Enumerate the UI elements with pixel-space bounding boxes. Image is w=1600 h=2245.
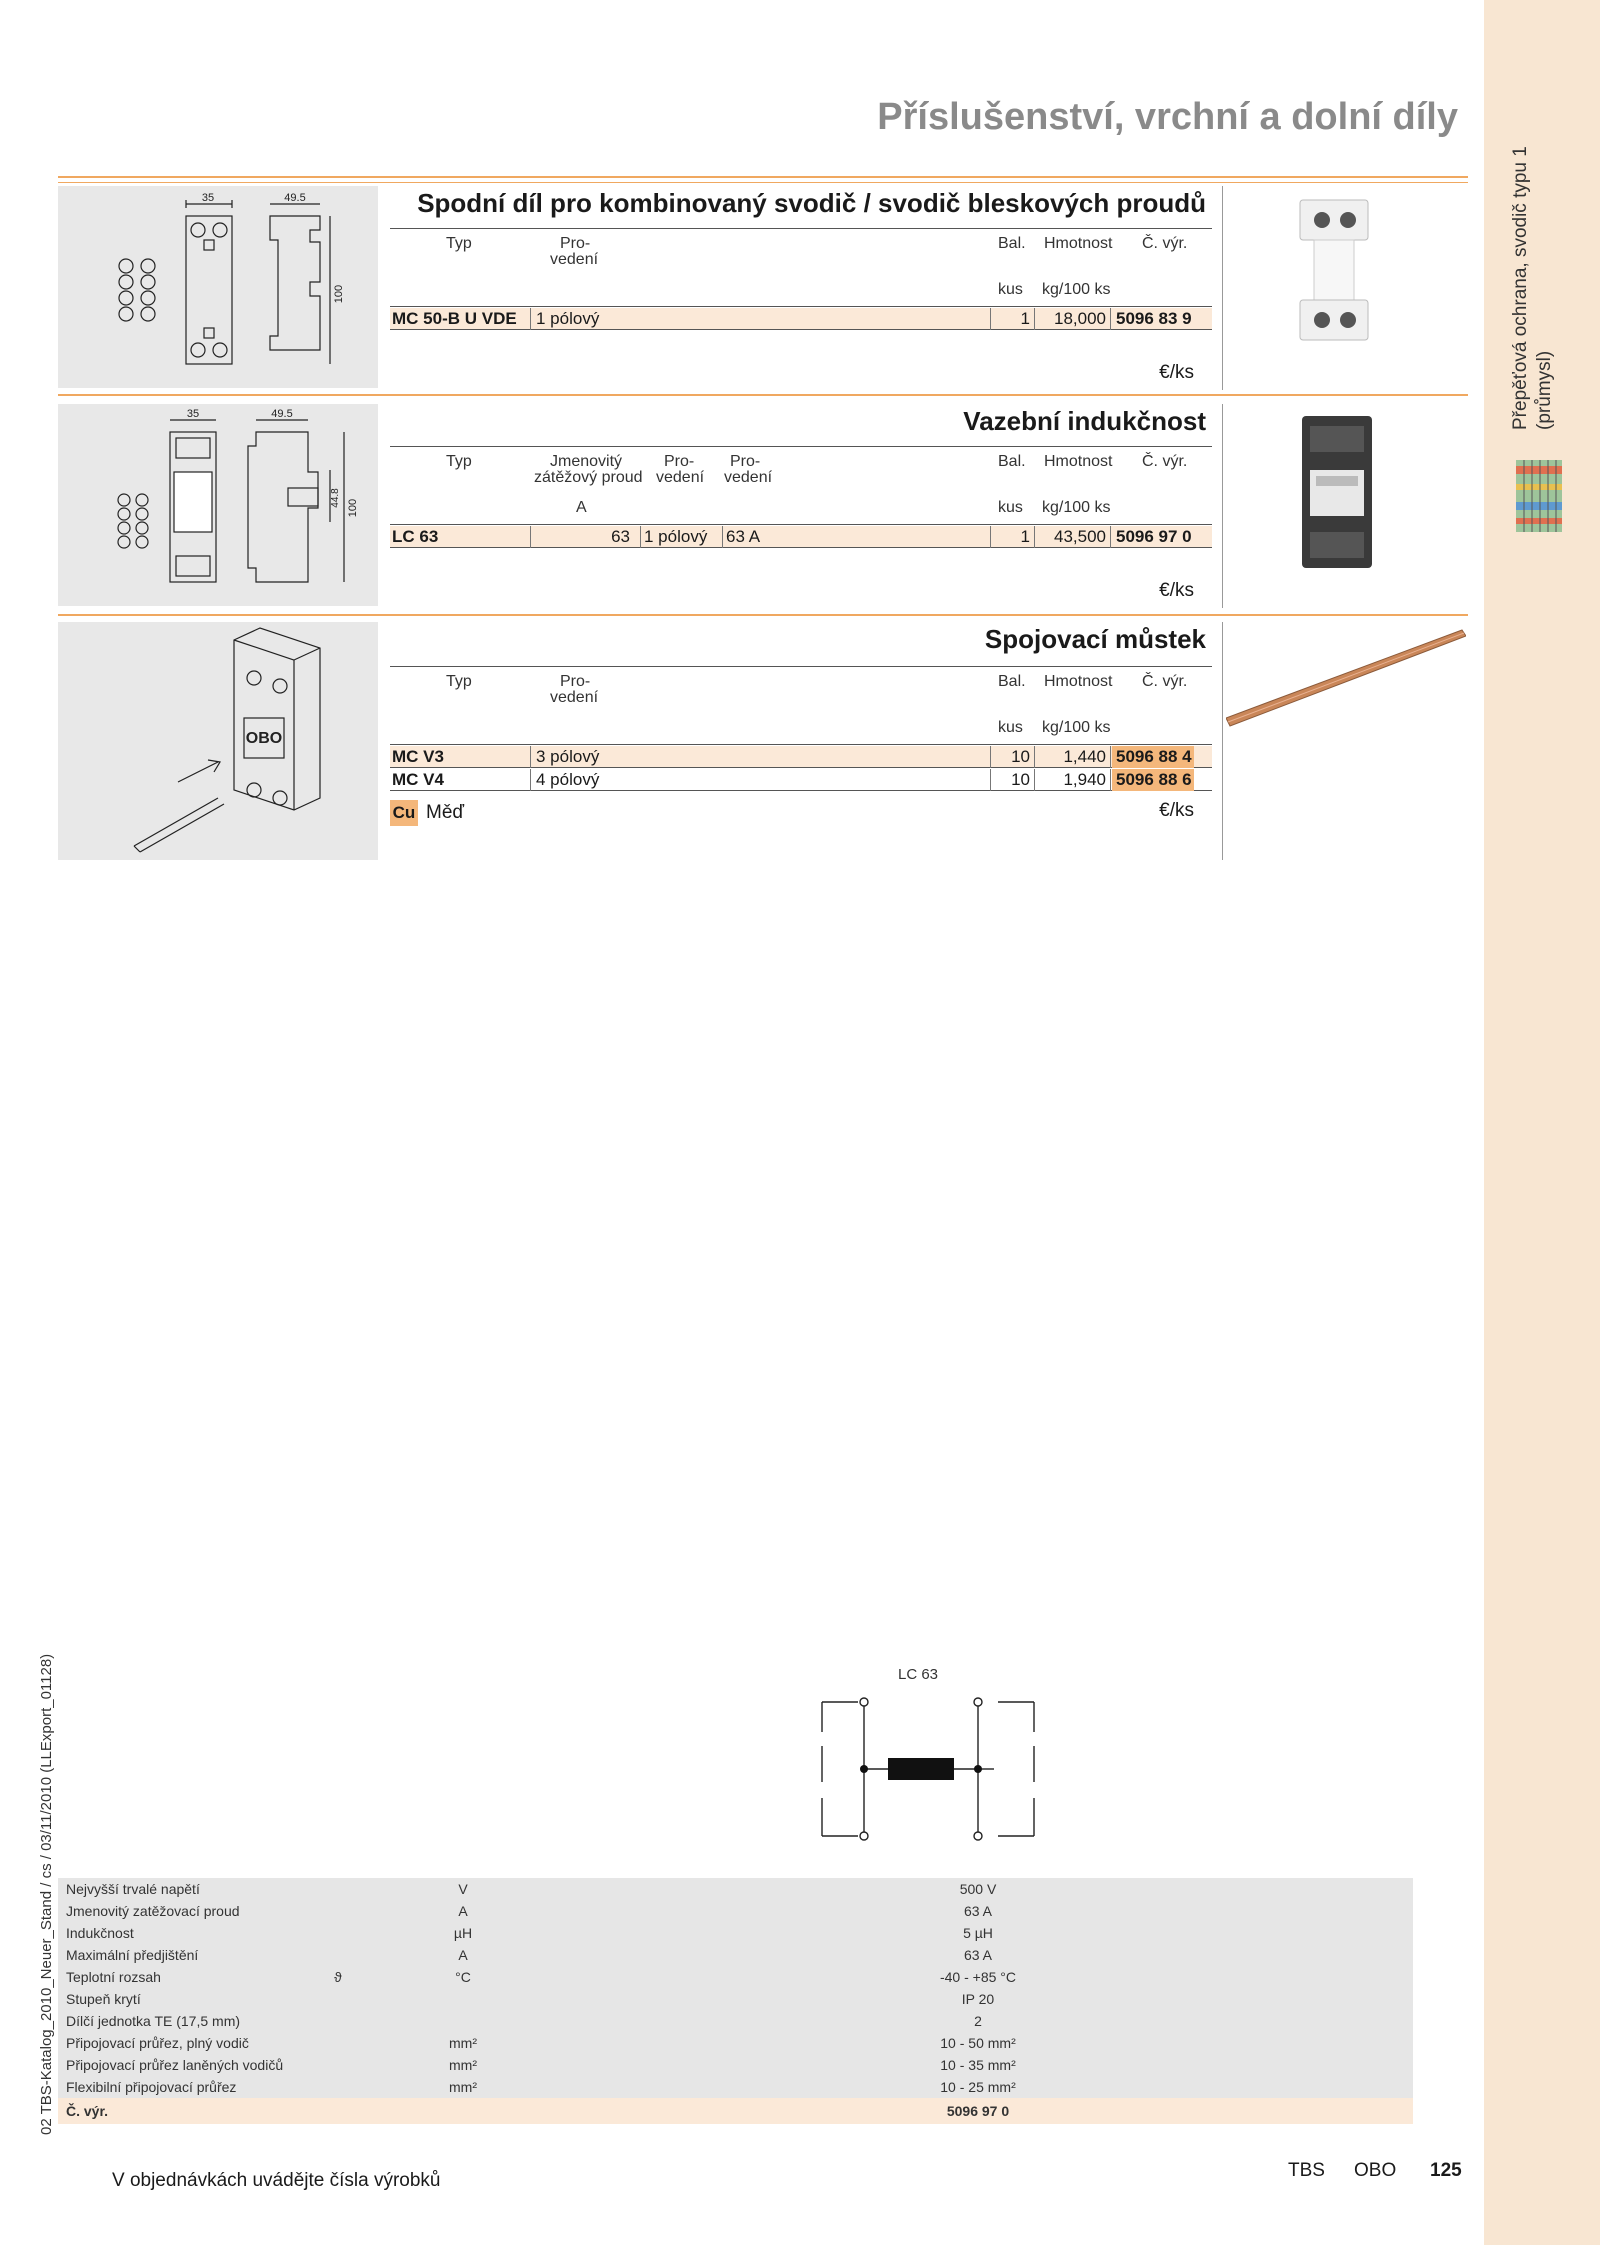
side-label [1510, 100, 1556, 440]
side-label-line2: (průmysl) [1534, 350, 1555, 430]
footer-note: V objednávkách uvádějte čísla výrobků [112, 2170, 441, 2191]
tech-label: Nejvyšší trvalé napětí [66, 1881, 200, 1897]
header-proveden-1: Pro- [560, 673, 591, 690]
document-code: 02 TBS-Katalog_2010_Neuer_Stand / cs / 03/11/2010 (LLExport_01128) [38, 1653, 55, 2135]
circuit-diagram [818, 1666, 1038, 1892]
cell-hmotnost: 1,940 [1063, 770, 1106, 789]
svg-text:OBO: OBO [245, 730, 283, 747]
tech-row [58, 2076, 1413, 2098]
header-jm-unit: A [576, 499, 587, 516]
tech-row [58, 1966, 1413, 1988]
dim-height: 100 [347, 498, 359, 518]
tech-unit: V [458, 1881, 468, 1897]
cell-jm: 63 [611, 527, 630, 546]
header-cvyr: Č. výr. [1142, 453, 1188, 470]
header-cvyr: Č. výr. [1142, 235, 1188, 252]
tech-label: Teplotní rozsah [66, 1969, 161, 1985]
header-typ: Typ [446, 453, 472, 470]
tech-unit: mm² [449, 2035, 477, 2051]
header-pv1-1: Pro- [664, 453, 695, 470]
side-label-line1: Přepěťová ochrana, svodič typu 1 [1510, 146, 1531, 430]
header-bal: Bal. [998, 235, 1026, 252]
product-image-bridge [1226, 626, 1466, 732]
tech-symbol: ϑ [334, 1969, 342, 1985]
product-image-inductor [1296, 412, 1378, 572]
tech-label: Stupeň krytí [66, 1991, 141, 2007]
technical-drawing-base [58, 186, 378, 388]
title-divider [58, 176, 1468, 178]
cell-typ: LC 63 [392, 527, 439, 546]
tech-value: 63 A [963, 1947, 993, 1963]
cell-artno: 5096 88 6 [1112, 769, 1194, 791]
header-hmotnost: Hmotnost [1044, 673, 1113, 690]
tech-label: Č. výr. [66, 2103, 109, 2119]
table-row [390, 746, 1212, 768]
section-title-base: Spodní díl pro kombinovaný svodič / svodič bleskových proudů [417, 188, 1206, 218]
table-rule [390, 666, 1212, 667]
price-unit: €/ks [1159, 580, 1194, 601]
tech-row [58, 1988, 1413, 2010]
header-hmotnost: Hmotnost [1044, 453, 1113, 470]
tech-value: 5 µH [963, 1925, 993, 1941]
price-unit: €/ks [1159, 800, 1194, 821]
cell-typ: MC V4 [392, 770, 444, 789]
dimension-drawing [58, 404, 378, 606]
tech-unit: °C [455, 1969, 471, 1985]
cell-hmotnost: 1,440 [1063, 747, 1106, 766]
tech-label: Připojovací průřez laněných vodičů [66, 2057, 284, 2073]
column-divider [1222, 186, 1223, 390]
tech-value: 10 - 50 mm² [940, 2035, 1016, 2051]
column-divider [1222, 404, 1223, 608]
dim-height-1: 44.8 [330, 488, 341, 508]
tech-unit: A [458, 1903, 468, 1919]
tech-label: Indukčnost [66, 1925, 134, 1941]
header-bal: Bal. [998, 673, 1026, 690]
cell-proveden: 3 pólový [536, 747, 600, 766]
schematic-label: LC 63 [898, 1666, 939, 1683]
table-row [390, 769, 1212, 791]
product-table-bridge [390, 662, 1212, 862]
table-rule [390, 524, 1212, 525]
footer-brand-tbs: TBS [1288, 2160, 1325, 2181]
tech-label: Připojovací průřez, plný vodič [66, 2035, 249, 2051]
cell-typ: MC 50-B U VDE [392, 309, 517, 328]
cell-proveden-2: 63 A [726, 527, 761, 546]
column-divider [1222, 622, 1223, 860]
header-pv2-2: vedení [724, 469, 773, 486]
tech-row-artno [58, 2098, 1413, 2124]
cell-artno: 5096 83 9 [1116, 309, 1192, 328]
cell-bal: 1 [1020, 527, 1030, 546]
product-table-base [390, 224, 1212, 384]
header-hmotnost: Hmotnost [1044, 235, 1113, 252]
product-image-base [1292, 194, 1376, 354]
section-title-inductor: Vazební indukčnost [963, 406, 1206, 436]
header-jm-1: Jmenovitý [550, 453, 623, 470]
table-rule [390, 228, 1212, 229]
tech-row [58, 2032, 1413, 2054]
header-proveden-2: vedení [550, 689, 599, 706]
tech-value: 2 [974, 2013, 982, 2029]
cell-artno: 5096 97 0 [1116, 527, 1192, 546]
cell-bal: 10 [1011, 770, 1030, 789]
dim-width-1: 35 [201, 192, 215, 204]
cell-bal: 1 [1020, 309, 1030, 328]
price-unit: €/ks [1159, 362, 1194, 383]
product-table-inductor [390, 442, 1212, 602]
terminal-block-thumbnail [1512, 456, 1566, 536]
technical-drawing-inductor [58, 404, 378, 606]
section-divider [58, 614, 1468, 616]
header-bal: Bal. [998, 453, 1026, 470]
material-code-badge: Cu [390, 800, 418, 826]
header-kg: kg/100 ks [1042, 281, 1111, 298]
tech-value: 500 V [959, 1881, 997, 1897]
cell-proveden: 4 pólový [536, 770, 600, 789]
lc63-schematic [818, 1666, 1038, 1892]
header-pv1-2: vedení [656, 469, 705, 486]
tech-value: IP 20 [961, 1991, 995, 2007]
tech-value: 63 A [963, 1903, 993, 1919]
header-cvyr: Č. výr. [1142, 673, 1188, 690]
cell-hmotnost: 43,500 [1054, 527, 1106, 546]
cell-proveden-1: 1 pólový [644, 527, 708, 546]
cell-proveden: 1 pólový [536, 309, 600, 328]
header-kg: kg/100 ks [1042, 499, 1111, 516]
header-kus: kus [998, 719, 1023, 736]
dim-height: 100 [333, 284, 345, 304]
cell-bal: 10 [1011, 747, 1030, 766]
tech-unit: mm² [449, 2057, 477, 2073]
header-typ: Typ [446, 235, 472, 252]
cell-typ: MC V3 [392, 747, 444, 766]
table-row [390, 526, 1212, 548]
tech-unit: mm² [449, 2079, 477, 2095]
header-kus: kus [998, 281, 1023, 298]
header-pv2-1: Pro- [730, 453, 761, 470]
table-rule [390, 306, 1212, 307]
footer-brand-obo: OBO [1354, 2160, 1397, 2181]
tech-row [58, 1944, 1413, 1966]
tech-value: 10 - 35 mm² [940, 2057, 1016, 2073]
tech-row [58, 2010, 1413, 2032]
header-jm-2: zátěžový proud [534, 469, 643, 486]
header-proveden-1: Pro- [560, 235, 591, 252]
table-rule [390, 744, 1212, 745]
tech-value: 10 - 25 mm² [940, 2079, 1016, 2095]
page-title: Příslušenství, vrchní a dolní díly [877, 96, 1458, 138]
dimension-drawing [58, 186, 378, 388]
header-proveden-2: vedení [550, 251, 599, 268]
dim-width-2: 49.5 [271, 408, 293, 420]
tech-row [58, 1922, 1413, 1944]
technical-drawing-bridge [58, 622, 378, 860]
tech-label: Dílčí jednotka TE (17,5 mm) [66, 2013, 241, 2029]
dim-width-1: 35 [186, 408, 200, 420]
tech-unit: A [458, 1947, 468, 1963]
table-row [390, 308, 1212, 330]
dim-width-2: 49.5 [284, 192, 306, 204]
tech-label: Jmenovitý zatěžovací proud [66, 1903, 240, 1919]
tech-value: -40 - +85 °C [939, 1969, 1017, 1985]
header-typ: Typ [446, 673, 472, 690]
tech-unit: µH [453, 1925, 473, 1941]
tech-row [58, 2054, 1413, 2076]
section-title-bridge: Spojovací můstek [984, 624, 1206, 654]
tech-label: Maximální předjištění [66, 1947, 199, 1963]
page-number: 125 [1430, 2160, 1462, 2181]
table-rule [390, 446, 1212, 447]
cell-artno: 5096 88 4 [1112, 746, 1194, 768]
isometric-drawing [58, 622, 378, 860]
tech-row [58, 1878, 1413, 1900]
header-kg: kg/100 ks [1042, 719, 1111, 736]
header-kus: kus [998, 499, 1023, 516]
section-divider [58, 394, 1468, 396]
tech-label: Flexibilní připojovací průřez [66, 2079, 237, 2095]
tech-value: 5096 97 0 [946, 2103, 1010, 2119]
material-name: Měď [426, 802, 465, 823]
tech-row [58, 1900, 1413, 1922]
section-divider [58, 182, 1468, 183]
cell-hmotnost: 18,000 [1054, 309, 1106, 328]
